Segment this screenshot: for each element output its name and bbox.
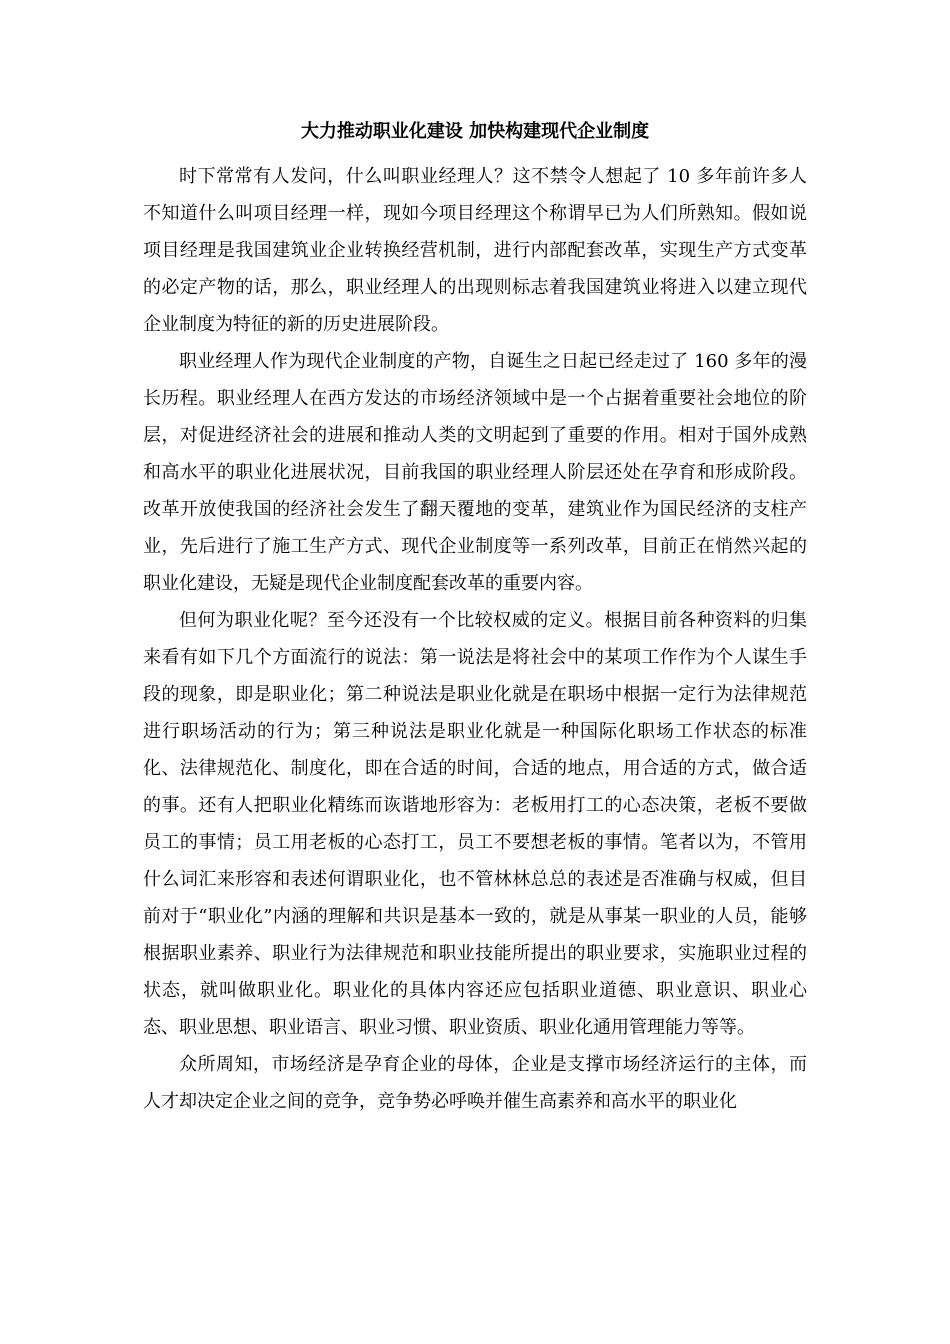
paragraph-1: 时下常常有人发问，什么叫职业经理人？这不禁令人想起了 10 多年前许多人不知道什么叫项目经理一样，现如今项目经理这个称谓早已为人们所熟知。假如说项目经理是我国建筑业企业转换经营机制，进行内部配套改革，实现生产方式变革的必定产物的话，那么，职业经理人的出现则标志着我国建筑业将进入以建立现代企业制度为特征的新的历史进展阶段。 xyxy=(143,166,807,335)
paragraph-4: 众所周知，市场经济是孕育企业的母体，企业是支撑市场经济运行的主体，而人才却决定企业之间的竞争，竞争势必呼唤并催生高素养和高水平的职业化 xyxy=(143,1054,807,1112)
paragraph-2: 职业经理人作为现代企业制度的产物，自诞生之日起已经走过了 160 多年的漫长历程。职业经理人在西方发达的市场经济领域中是一个占据着重要社会地位的阶层，对促进经济社会的进展和推动人类的文明起到了重要的作用。相对于国外成熟和高水平的职业化进展状况，目前我国的职业经理人阶层还处在孕育和形成阶段。改革开放使我国的经济社会发生了翻天覆地的变革，建筑业作为国民经济的支柱产业，先后进行了施工生产方式、现代企业制度等一系列改革，目前正在悄然兴起的职业化建设，无疑是现代企业制度配套改革的重要内容。 xyxy=(143,351,807,594)
document-body xyxy=(143,158,807,1120)
document-title: 大力推动职业化建设 加快构建现代企业制度 xyxy=(300,121,650,142)
paragraph-3: 但何为职业化呢？至今还没有一个比较权威的定义。根据目前各种资料的归集来看有如下几个方面流行的说法：第一说法是将社会中的某项工作作为个人谋生手段的现象，即是职业化；第二种说法是职业化就是在职场中根据一定行为法律规范进行职场活动的行为；第三种说法是职业化就是一种国际化职场工作状态的标准化、法律规范化、制度化，即在合适的时间，合适的地点，用合适的方式，做合适的事。还有人把职业化精练而诙谐地形容为：老板用打工的心态决策，老板不要做员工的事情；员工用老板的心态打工，员工不要想老板的事情。笔者以为，不管用什么词汇来形容和表述何谓职业化，也不管林林总总的表述是否准确与权威，但目前对于“职业化”内涵的理解和共识是基本一致的，就是从事某一职业的人员，能够根据职业素养、职业行为法律规范和职业技能所提出的职业要求，实施职业过程的状态，就叫做职业化。职业化的具体内容还应包括职业道德、职业意识、职业心态、职业思想、职业语言、职业习惯、职业资质、职业化通用管理能力等等。 xyxy=(143,610,807,1038)
